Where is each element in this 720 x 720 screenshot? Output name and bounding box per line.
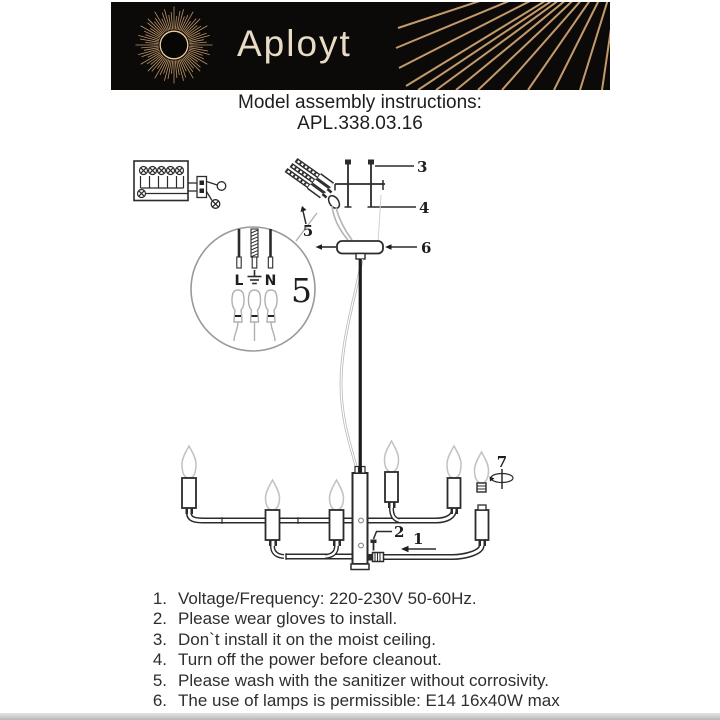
wire-neutral-label: N bbox=[264, 273, 277, 289]
list-item bbox=[143, 589, 703, 609]
callout-4: 4 bbox=[419, 199, 430, 217]
item-number: 6. bbox=[152, 691, 167, 711]
item-text: Voltage/Frequency: 220-230V 50-60Hz. bbox=[178, 589, 477, 608]
item-text: Don`t install it on the moist ceiling. bbox=[178, 629, 436, 649]
item-text: Please wash with the sanitizer without corrosivity. bbox=[178, 670, 550, 690]
wiring-magnifier bbox=[191, 227, 315, 351]
bulb-install-detail bbox=[475, 452, 514, 492]
callout-1: 1 bbox=[413, 530, 424, 548]
terminal-block-schematic bbox=[134, 161, 226, 208]
arm-install-callouts bbox=[371, 523, 437, 552]
item-number: 3. bbox=[152, 629, 167, 649]
ceiling-screws bbox=[345, 158, 428, 207]
brand-name: Aployt bbox=[237, 23, 352, 64]
item-number: 4. bbox=[152, 650, 167, 670]
page-title: Model assembly instructions: bbox=[238, 92, 482, 113]
callout-5-pointer: 5 bbox=[302, 222, 314, 240]
callout-6: 6 bbox=[421, 239, 432, 257]
callout-7: 7 bbox=[496, 453, 508, 471]
item-number: 5. bbox=[152, 670, 167, 690]
wire-connectors-detail bbox=[286, 160, 352, 241]
callout-3: 3 bbox=[417, 158, 428, 176]
item-text: The use of lamps is permissible: E14 16x40W max bbox=[178, 691, 560, 711]
lamp-candles bbox=[182, 441, 489, 546]
wire-live-label: L bbox=[234, 273, 244, 289]
mounting-bracket bbox=[335, 180, 429, 217]
list-item bbox=[143, 630, 703, 650]
list-item bbox=[143, 691, 703, 711]
callout-2: 2 bbox=[394, 523, 405, 541]
model-code: APL.338.03.16 bbox=[297, 113, 423, 134]
list-item bbox=[143, 609, 703, 629]
instruction-list bbox=[143, 589, 703, 711]
item-number: 1. bbox=[152, 589, 167, 608]
list-item bbox=[143, 650, 703, 670]
callout-5-magnified: 5 bbox=[291, 271, 312, 310]
photo-edge bbox=[0, 713, 720, 720]
item-text: Please wear gloves to install. bbox=[178, 609, 398, 629]
list-item bbox=[143, 671, 703, 691]
item-number: 2. bbox=[152, 609, 167, 629]
item-text: Turn off the power before cleanout. bbox=[178, 650, 442, 670]
